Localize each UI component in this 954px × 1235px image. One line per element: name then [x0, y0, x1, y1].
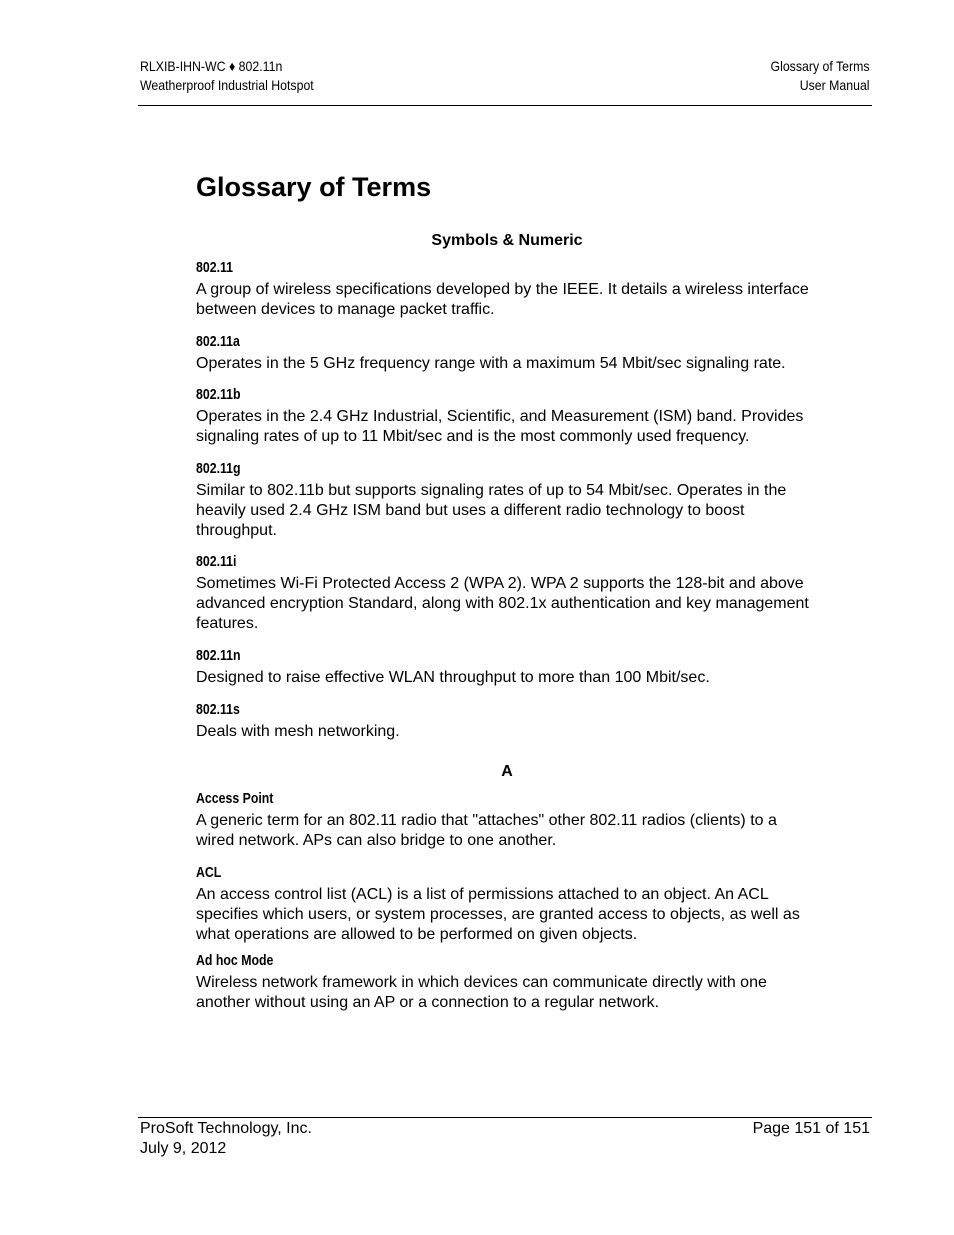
glossary-entry — [196, 332, 818, 374]
glossary-definition: A group of wireless specifications developed by the IEEE. It details a wireless interface between devices to manage packet traffic. — [196, 281, 809, 318]
glossary-entry — [196, 258, 818, 320]
glossary-term: 802.11n — [196, 647, 241, 664]
chapter-name: Glossary of Terms — [770, 58, 870, 74]
glossary-term: 802.11i — [196, 554, 237, 571]
glossary-entry — [196, 646, 818, 688]
product-description: Weatherproof Industrial Hotspot — [140, 77, 314, 93]
glossary-term: 802.11s — [196, 701, 240, 718]
glossary-definition: Sometimes Wi-Fi Protected Access 2 (WPA 2). WPA 2 supports the 128-bit and above advanced encryption Standard, along with 802.1x authentication and key management features. — [196, 575, 809, 632]
glossary-entry — [196, 385, 818, 447]
glossary-definition: A generic term for an 802.11 radio that "attaches" other 802.11 radios (clients) to a wired network. APs can also bridge to one another. — [196, 812, 777, 850]
glossary-entry — [196, 863, 818, 944]
glossary-definition: Designed to raise effective WLAN throughput to more than 100 Mbit/sec. — [196, 668, 710, 686]
glossary-entry — [196, 951, 818, 1013]
glossary-definition: Deals with mesh networking. — [196, 722, 400, 740]
section-heading-a: A — [501, 763, 513, 781]
product-name: RLXIB-IHN-WC ♦ 802.11n — [140, 58, 283, 74]
glossary-term: 802.11g — [196, 460, 241, 477]
glossary-entry — [196, 789, 818, 851]
manual-type: User Manual — [800, 77, 870, 93]
glossary-definition: Similar to 802.11b but supports signaling rates of up to 54 Mbit/sec. Operates in the heavily used 2.4 GHz ISM band but uses a different radio technology to boost throughput. — [196, 481, 787, 539]
page-number: Page 151 of 151 — [752, 1120, 870, 1137]
running-header-right — [771, 57, 870, 95]
publication-date: July 9, 2012 — [140, 1139, 227, 1157]
glossary-definition: Operates in the 2.4 GHz Industrial, Scientific, and Measurement (ISM) band. Provides signaling rates of up to 11 Mbit/sec and is the most commonly used frequency. — [196, 408, 804, 446]
glossary-term: 802.11a — [196, 333, 240, 350]
glossary-definition: Operates in the 5 GHz frequency range with a maximum 54 Mbit/sec signaling rate. — [196, 354, 786, 372]
glossary-term: Access Point — [196, 791, 274, 808]
running-footer-left — [140, 1119, 312, 1158]
glossary-term: 802.11b — [196, 387, 241, 404]
glossary-term: 802.11 — [196, 260, 234, 276]
glossary-definition: An access control list (ACL) is a list of permissions attached to an object. An ACL specifies which users, or system processes, are granted access to objects, as well as what operations are allowed to be performed on given objects. — [196, 885, 800, 943]
page-title: Glossary of Terms — [196, 172, 432, 202]
company-name: ProSoft Technology, Inc. — [140, 1120, 312, 1137]
running-footer-right — [753, 1119, 870, 1139]
glossary-entry — [196, 552, 818, 633]
glossary-entry — [196, 459, 818, 540]
glossary-term: ACL — [196, 864, 222, 881]
glossary-term: Ad hoc Mode — [196, 953, 274, 970]
section-heading-symbols: Symbols & Numeric — [431, 232, 583, 249]
page-body — [196, 170, 818, 1013]
glossary-entry — [196, 700, 818, 742]
glossary-definition: Wireless network framework in which devices can communicate directly with one another without using an AP or a connection to a regular network. — [196, 974, 767, 1012]
footer-divider — [138, 1117, 872, 1118]
header-divider — [138, 105, 872, 106]
running-header-left — [140, 57, 314, 95]
